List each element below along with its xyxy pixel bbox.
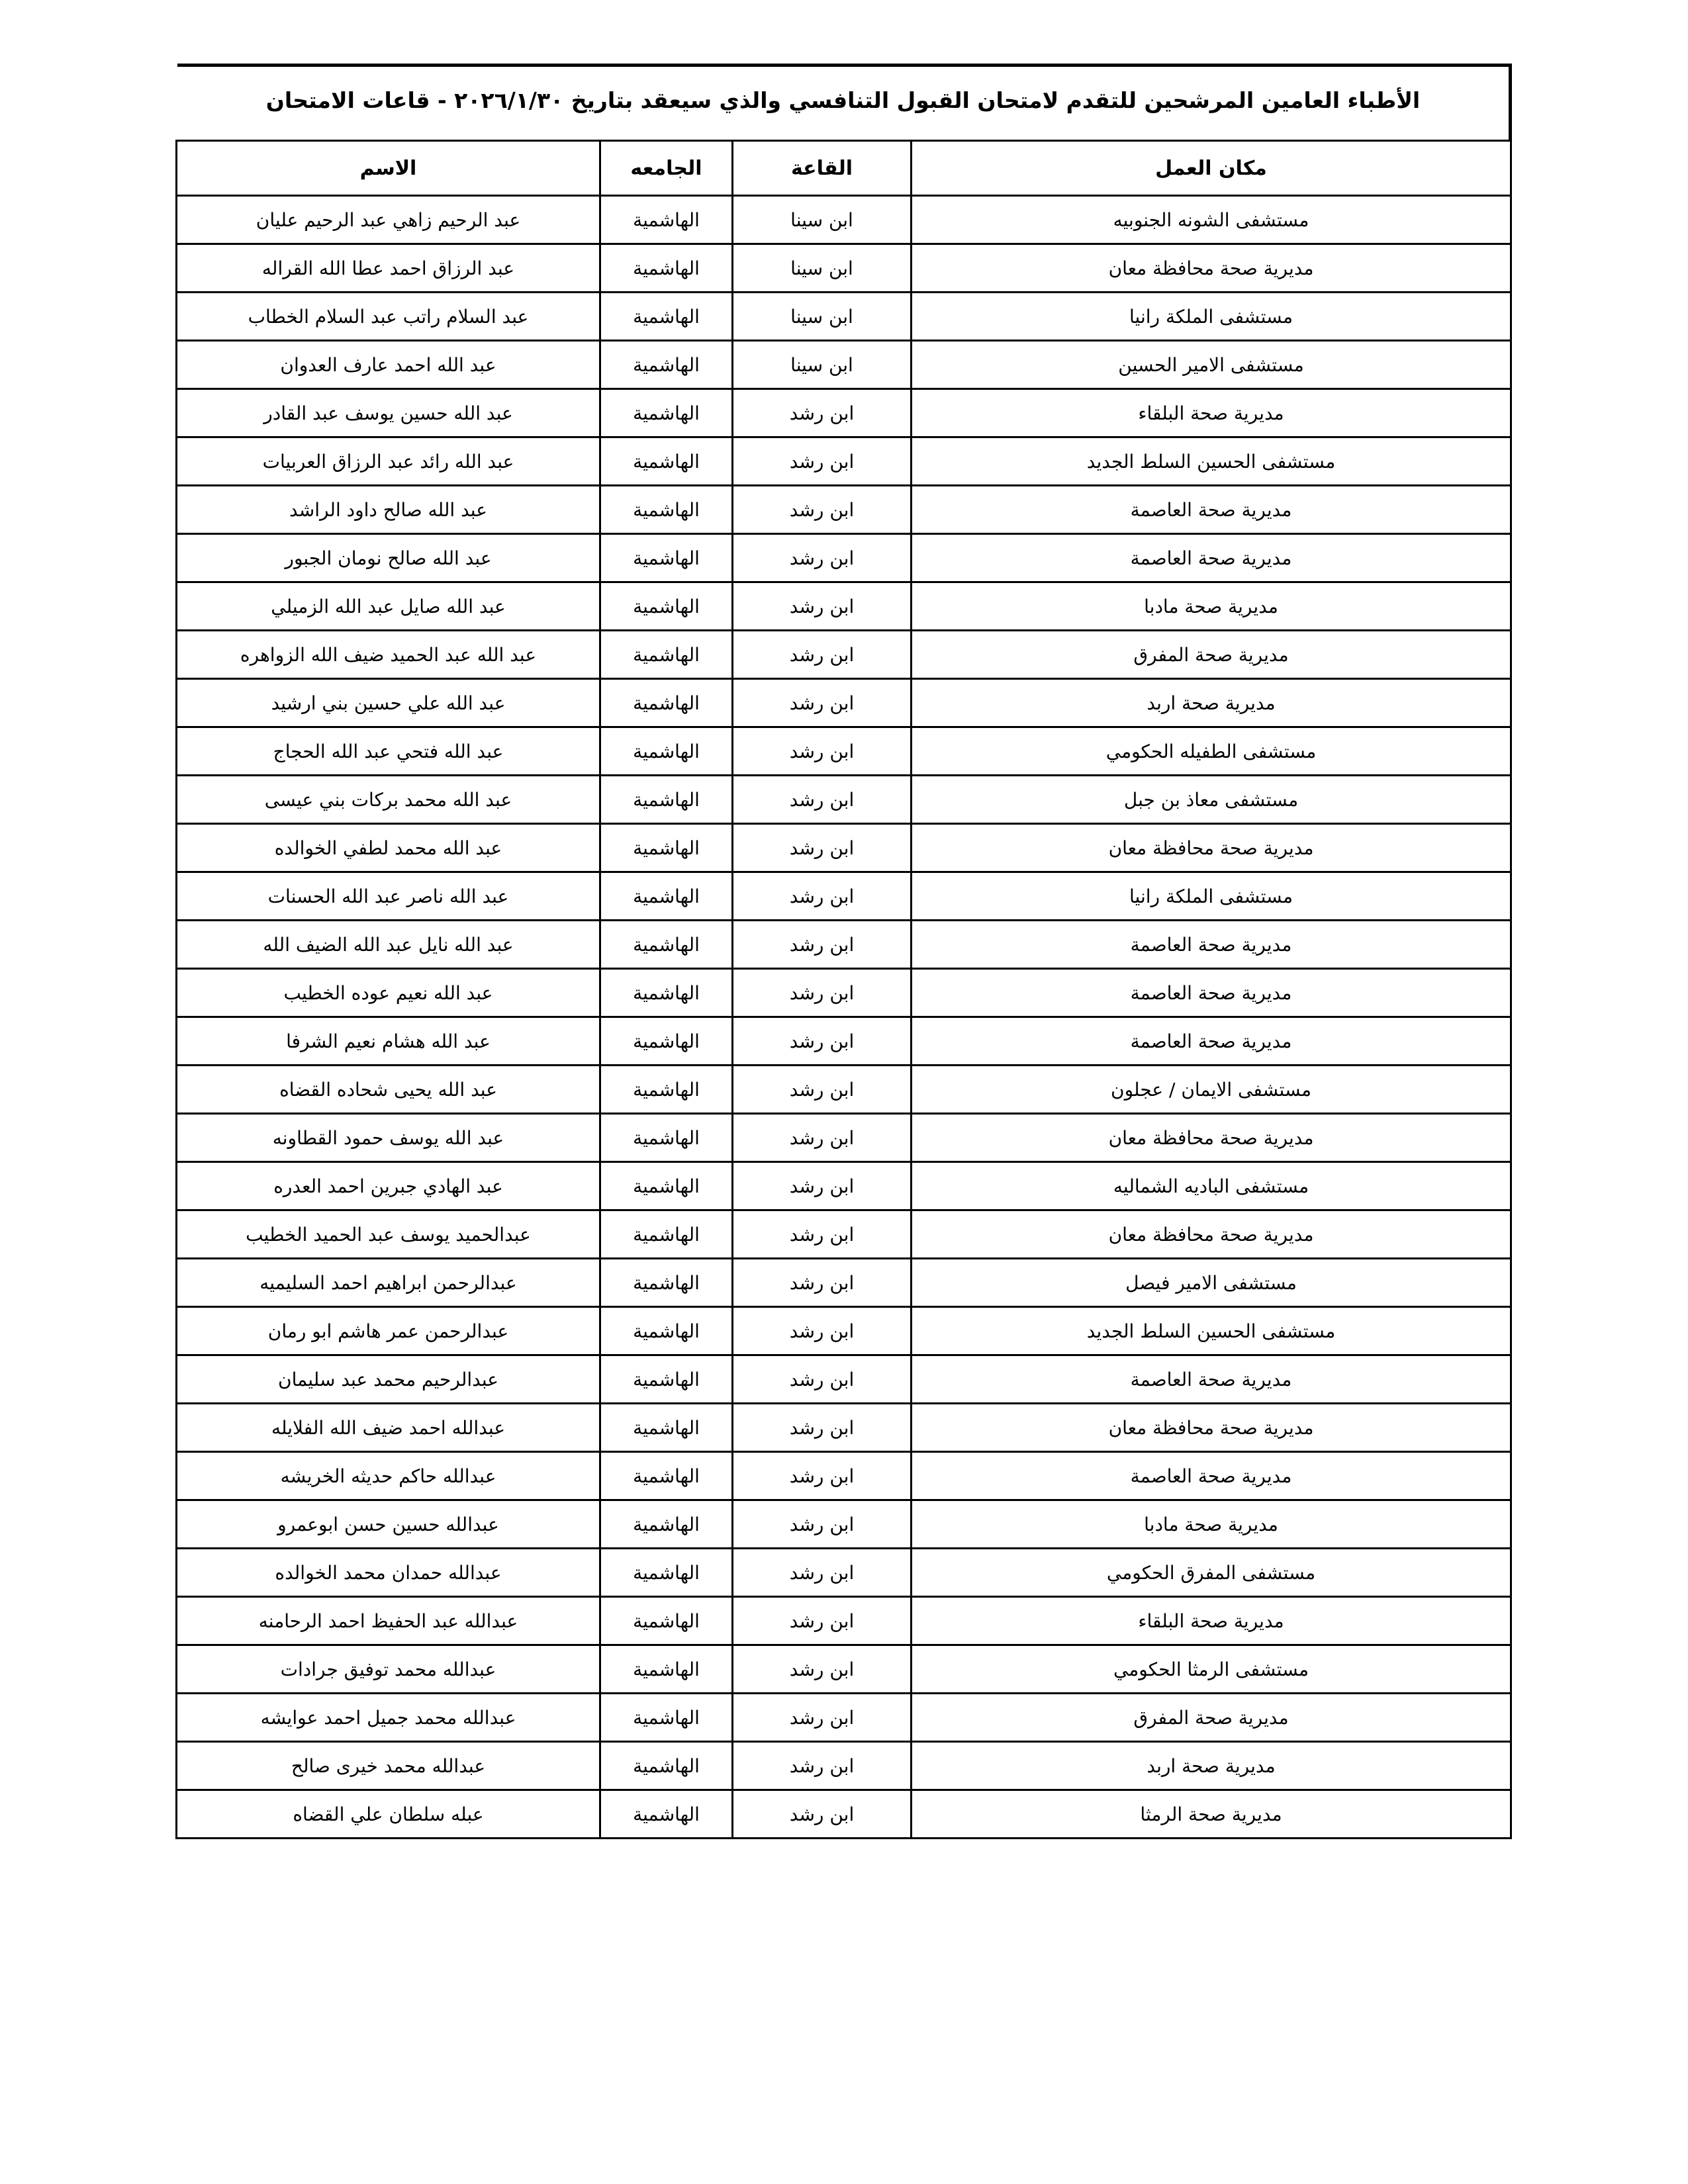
cell-name: عبدالله حسين حسن ابوعمرو [177,1500,600,1549]
table-row [177,679,1511,727]
cell-workplace: مديرية صحة اربد [912,1742,1511,1790]
cell-name: عبد الله محمد بركات بني عيسى [177,776,600,824]
cell-name: عبدالله احمد ضيف الله الفلايله [177,1404,600,1452]
table-row [177,582,1511,631]
cell-university: الهاشمية [600,1790,733,1839]
cell-university: الهاشمية [600,1694,733,1742]
cell-university: الهاشمية [600,1404,733,1452]
cell-university: الهاشمية [600,727,733,776]
cell-name: عبدالرحمن ابراهيم احمد السليميه [177,1259,600,1307]
cell-workplace: مستشفى الحسين السلط الجديد [912,1307,1511,1355]
cell-university: الهاشمية [600,1162,733,1210]
table-row [177,824,1511,872]
page-title: الأطباء العامين المرشحين للتقدم لامتحان القبول التنافسي والذي سيعقد بتاريخ ٢٠٢٦/١/٣٠ - قاعات الامتحان [177,66,1511,140]
cell-name: عبد الله احمد عارف العدوان [177,341,600,389]
table-row [177,437,1511,486]
table-row [177,1210,1511,1259]
cell-hall: ابن رشد [733,1645,912,1694]
cell-workplace: مستشفى الرمثا الحكومي [912,1645,1511,1694]
cell-workplace: مديرية صحة البلقاء [912,1597,1511,1645]
table-header-row [177,141,1511,196]
table-row [177,969,1511,1017]
cell-university: الهاشمية [600,293,733,341]
table-row [177,1404,1511,1452]
cell-hall: ابن رشد [733,776,912,824]
cell-name: عبد الله يحيى شحاده القضاه [177,1066,600,1114]
table-row [177,1066,1511,1114]
cell-name: عبد الله ناصر عبد الله الحسنات [177,872,600,921]
table-row [177,1114,1511,1162]
cell-hall: ابن رشد [733,1742,912,1790]
cell-name: عبدالرحمن عمر هاشم ابو رمان [177,1307,600,1355]
cell-hall: ابن رشد [733,582,912,631]
cell-hall: ابن رشد [733,389,912,437]
table-row [177,1790,1511,1839]
table-row [177,1017,1511,1066]
cell-hall: ابن رشد [733,1259,912,1307]
cell-workplace: مديرية صحة محافظة معان [912,1210,1511,1259]
cell-workplace: مديرية صحة العاصمة [912,534,1511,582]
document-body [177,64,1512,1839]
cell-university: الهاشمية [600,341,733,389]
table-row [177,1694,1511,1742]
table-row [177,1355,1511,1404]
cell-workplace: مديرية صحة العاصمة [912,1355,1511,1404]
cell-name: عبد الله نعيم عوده الخطيب [177,969,600,1017]
cell-name: عبدالحميد يوسف عبد الحميد الخطيب [177,1210,600,1259]
cell-hall: ابن رشد [733,969,912,1017]
cell-name: عبد الله فتحي عبد الله الحجاج [177,727,600,776]
cell-university: الهاشمية [600,196,733,244]
table-row [177,1452,1511,1500]
cell-workplace: مستشفى الملكة رانيا [912,872,1511,921]
table-row [177,921,1511,969]
cell-university: الهاشمية [600,534,733,582]
cell-hall: ابن رشد [733,921,912,969]
table-row [177,776,1511,824]
cell-workplace: مديرية صحة البلقاء [912,389,1511,437]
cell-hall: ابن سينا [733,244,912,293]
cell-hall: ابن سينا [733,293,912,341]
cell-university: الهاشمية [600,437,733,486]
cell-hall: ابن رشد [733,437,912,486]
cell-hall: ابن رشد [733,1307,912,1355]
cell-name: عبد الله رائد عبد الرزاق العربيات [177,437,600,486]
table-row [177,1259,1511,1307]
table-row [177,1500,1511,1549]
title-table [177,64,1512,140]
cell-university: الهاشمية [600,776,733,824]
cell-hall: ابن رشد [733,1549,912,1597]
table-row [177,486,1511,534]
cell-university: الهاشمية [600,1597,733,1645]
cell-university: الهاشمية [600,1500,733,1549]
cell-workplace: مديرية صحة مادبا [912,582,1511,631]
cell-hall: ابن رشد [733,1404,912,1452]
cell-university: الهاشمية [600,1259,733,1307]
cell-name: عبد الله يوسف حمود القطاونه [177,1114,600,1162]
cell-name: عبدالله عبد الحفيظ احمد الرحامنه [177,1597,600,1645]
cell-workplace: مديرية صحة العاصمة [912,1017,1511,1066]
table-row [177,727,1511,776]
cell-hall: ابن رشد [733,631,912,679]
cell-hall: ابن رشد [733,534,912,582]
cell-university: الهاشمية [600,1355,733,1404]
cell-name: عبد الله صايل عبد الله الزميلي [177,582,600,631]
cell-workplace: مستشفى الطفيله الحكومي [912,727,1511,776]
table-row [177,389,1511,437]
cell-university: الهاشمية [600,1114,733,1162]
cell-workplace: مديرية صحة محافظة معان [912,244,1511,293]
cell-hall: ابن رشد [733,1210,912,1259]
cell-workplace: مديرية صحة محافظة معان [912,824,1511,872]
cell-workplace: مستشفى الملكة رانيا [912,293,1511,341]
table-row [177,1162,1511,1210]
cell-workplace: مديرية صحة العاصمة [912,486,1511,534]
table-body [177,196,1511,1839]
cell-hall: ابن رشد [733,872,912,921]
cell-workplace: مديرية صحة المفرق [912,1694,1511,1742]
cell-hall: ابن رشد [733,727,912,776]
cell-name: عبد الله صالح نومان الجبور [177,534,600,582]
cell-name: عبد الله علي حسين بني ارشيد [177,679,600,727]
cell-hall: ابن رشد [733,1162,912,1210]
cell-university: الهاشمية [600,679,733,727]
candidates-table [175,140,1512,1839]
table-row [177,1597,1511,1645]
table-row [177,534,1511,582]
cell-name: عبله سلطان علي القضاه [177,1790,600,1839]
cell-workplace: مستشفى الباديه الشماليه [912,1162,1511,1210]
cell-university: الهاشمية [600,1645,733,1694]
column-header-university: الجامعه [600,141,733,196]
cell-university: الهاشمية [600,1066,733,1114]
cell-university: الهاشمية [600,486,733,534]
cell-hall: ابن رشد [733,1355,912,1404]
cell-hall: ابن سينا [733,196,912,244]
cell-university: الهاشمية [600,872,733,921]
cell-workplace: مديرية صحة محافظة معان [912,1114,1511,1162]
cell-workplace: مستشفى الحسين السلط الجديد [912,437,1511,486]
cell-name: عبد الله نايل عبد الله الضيف الله [177,921,600,969]
table-row [177,1742,1511,1790]
cell-workplace: مديرية صحة اربد [912,679,1511,727]
cell-hall: ابن رشد [733,824,912,872]
cell-hall: ابن رشد [733,1597,912,1645]
cell-name: عبدالله محمد توفيق جرادات [177,1645,600,1694]
cell-workplace: مديرية صحة مادبا [912,1500,1511,1549]
cell-university: الهاشمية [600,824,733,872]
cell-workplace: مديرية صحة العاصمة [912,921,1511,969]
cell-name: عبدالله حاكم حديثه الخريشه [177,1452,600,1500]
cell-name: عبد الله صالح داود الراشد [177,486,600,534]
table-row [177,1549,1511,1597]
cell-hall: ابن رشد [733,1066,912,1114]
table-row [177,1645,1511,1694]
cell-name: عبد الرحيم زاهي عبد الرحيم عليان [177,196,600,244]
table-row [177,196,1511,244]
cell-name: عبد الهادي جبرين احمد العدره [177,1162,600,1210]
cell-university: الهاشمية [600,1452,733,1500]
cell-university: الهاشمية [600,631,733,679]
cell-university: الهاشمية [600,1742,733,1790]
cell-university: الهاشمية [600,921,733,969]
cell-workplace: مستشفى الامير الحسين [912,341,1511,389]
table-row [177,1307,1511,1355]
cell-university: الهاشمية [600,244,733,293]
cell-workplace: مستشفى المفرق الحكومي [912,1549,1511,1597]
column-header-hall: القاعة [733,141,912,196]
column-header-workplace: مكان العمل [912,141,1511,196]
cell-workplace: مديرية صحة المفرق [912,631,1511,679]
cell-name: عبد الله هشام نعيم الشرفا [177,1017,600,1066]
cell-university: الهاشمية [600,969,733,1017]
table-row [177,244,1511,293]
cell-hall: ابن سينا [733,341,912,389]
cell-university: الهاشمية [600,1017,733,1066]
cell-workplace: مستشفى الامير فيصل [912,1259,1511,1307]
cell-hall: ابن رشد [733,1790,912,1839]
cell-hall: ابن رشد [733,1694,912,1742]
cell-workplace: مستشفى معاذ بن جبل [912,776,1511,824]
column-header-name: الاسم [177,141,600,196]
cell-name: عبد الله محمد لطفي الخوالده [177,824,600,872]
cell-name: عبدالرحيم محمد عبد سليمان [177,1355,600,1404]
title-row [177,66,1511,140]
cell-university: الهاشمية [600,582,733,631]
cell-workplace: مديرية صحة محافظة معان [912,1404,1511,1452]
cell-university: الهاشمية [600,1549,733,1597]
cell-name: عبد الله حسين يوسف عبد القادر [177,389,600,437]
cell-university: الهاشمية [600,1307,733,1355]
cell-hall: ابن رشد [733,486,912,534]
cell-hall: ابن رشد [733,1017,912,1066]
cell-name: عبد الرزاق احمد عطا الله القراله [177,244,600,293]
table-row [177,631,1511,679]
cell-name: عبدالله محمد خيرى صالح [177,1742,600,1790]
table-row [177,341,1511,389]
cell-name: عبد الله عبد الحميد ضيف الله الزواهره [177,631,600,679]
table-row [177,872,1511,921]
cell-hall: ابن رشد [733,1452,912,1500]
cell-name: عبدالله محمد جميل احمد عوايشه [177,1694,600,1742]
cell-workplace: مستشفى الشونه الجنوبيه [912,196,1511,244]
cell-workplace: مديرية صحة العاصمة [912,969,1511,1017]
cell-workplace: مديرية صحة العاصمة [912,1452,1511,1500]
table-row [177,293,1511,341]
cell-hall: ابن رشد [733,1114,912,1162]
cell-university: الهاشمية [600,1210,733,1259]
cell-name: عبد السلام راتب عبد السلام الخطاب [177,293,600,341]
cell-workplace: مستشفى الايمان / عجلون [912,1066,1511,1114]
cell-hall: ابن رشد [733,679,912,727]
cell-workplace: مديرية صحة الرمثا [912,1790,1511,1839]
cell-name: عبدالله حمدان محمد الخوالده [177,1549,600,1597]
cell-university: الهاشمية [600,389,733,437]
cell-hall: ابن رشد [733,1500,912,1549]
